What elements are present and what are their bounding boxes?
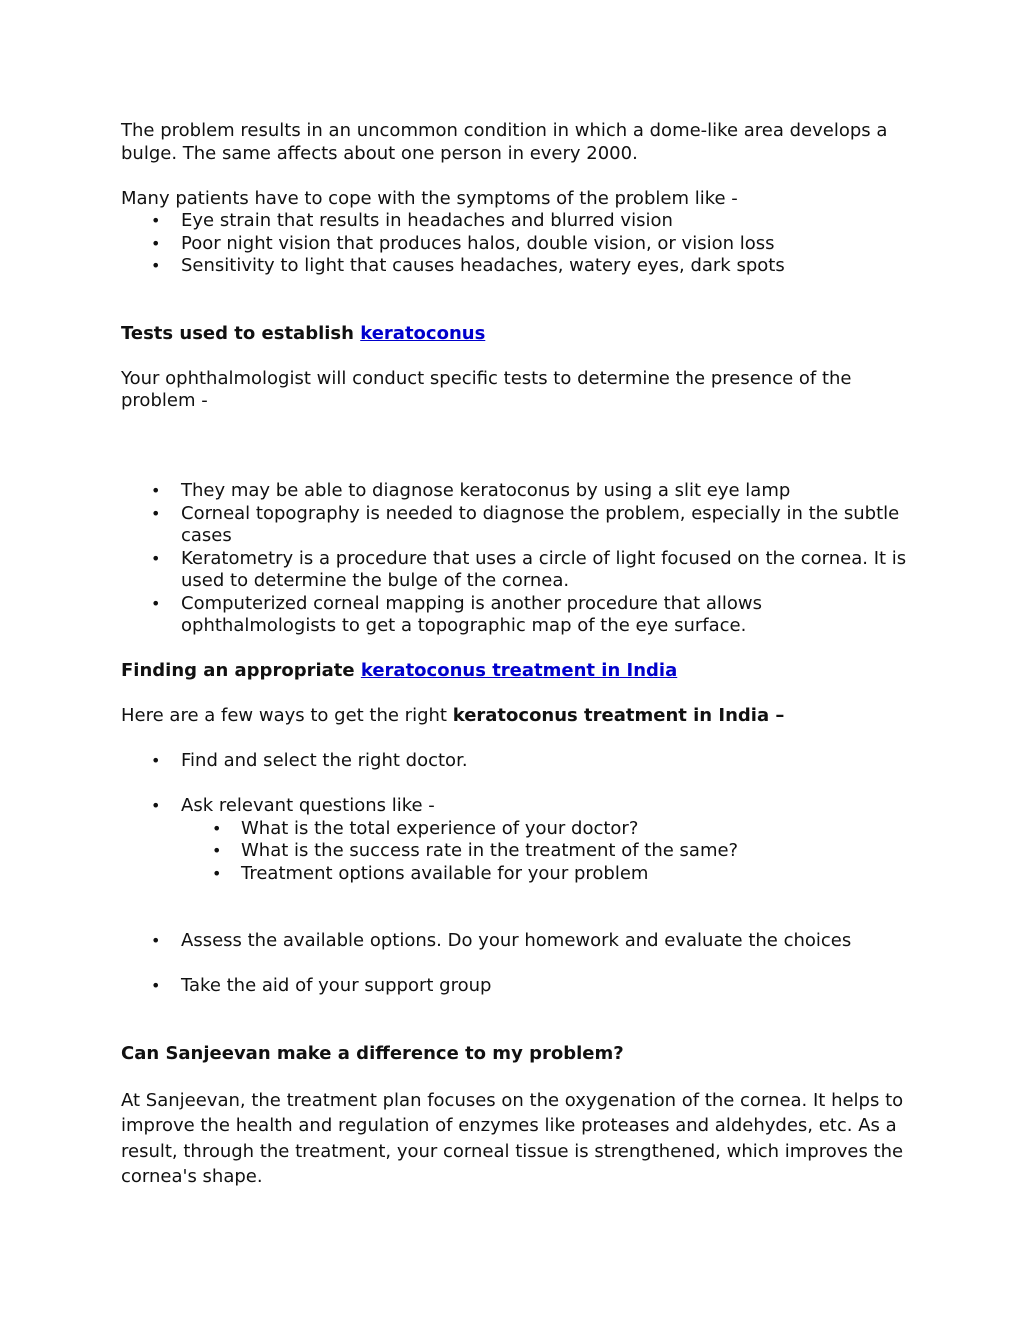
symptoms-list <box>121 210 911 278</box>
list-item: • Assess the available options. Do your homework and evaluate the choices <box>121 930 911 953</box>
spacer <box>121 278 911 323</box>
spacer <box>121 953 911 976</box>
keratoconus-treatment-link[interactable]: keratoconus treatment in India <box>360 660 678 681</box>
treatment-lead-bold: keratoconus treatment in India – <box>452 705 785 726</box>
spacer <box>121 345 911 368</box>
spacer <box>121 885 911 930</box>
keratoconus-link[interactable]: keratoconus <box>360 322 486 344</box>
intro-paragraph: The problem results in an uncommon condition in which a dome-like area develops a bulge. The same affects about one person in every 2000. <box>121 120 888 164</box>
treatment-list-support <box>121 975 911 998</box>
treatment-lead-text: Here are a few ways to get the right <box>121 705 453 726</box>
treatment-lead <box>121 705 911 728</box>
list-item: • Find and select the right doctor. <box>121 750 911 773</box>
list-item: • Corneal topography is needed to diagnose the problem, especially in the subtle cases <box>121 503 911 548</box>
list-item: • Sensitivity to light that causes headaches, watery eyes, dark spots <box>121 255 911 278</box>
tests-heading-text: Tests used to establish <box>121 322 361 344</box>
list-item: • What is the total experience of your doctor? <box>121 818 911 841</box>
tests-heading <box>121 323 911 346</box>
list-item: • Take the aid of your support group <box>121 975 911 998</box>
questions-list <box>121 818 911 886</box>
list-item: • Treatment options available for your problem <box>121 863 911 886</box>
spacer <box>121 773 911 796</box>
treatment-list-find <box>121 750 911 773</box>
treatment-heading <box>121 660 911 683</box>
list-item: • Computerized corneal mapping is another procedure that allows ophthalmologists to get a topographic map of the eye surface. <box>121 593 911 638</box>
list-item: • What is the success rate in the treatment of the same? <box>121 840 911 863</box>
list-item: • Ask relevant questions like - <box>121 795 911 818</box>
list-item: • Eye strain that results in headaches and blurred vision <box>121 210 911 233</box>
spacer <box>121 683 911 706</box>
treatment-heading-text: Finding an appropriate <box>121 660 361 681</box>
spacer <box>121 413 911 481</box>
list-item: • They may be able to diagnose keratoconus by using a slit eye lamp <box>121 480 911 503</box>
sanjeevan-heading: Can Sanjeevan make a difference to my problem? <box>121 1042 624 1064</box>
document-page <box>121 120 911 1190</box>
tests-lead: Your ophthalmologist will conduct specific tests to determine the presence of the problem - <box>121 367 852 411</box>
spacer <box>121 998 911 1043</box>
sanjeevan-section <box>121 1088 911 1190</box>
spacer <box>121 1065 911 1088</box>
sanjeevan-paragraph: At Sanjeevan, the treatment plan focuses on the oxygenation of the cornea. It helps to improve the health and regulation of enzymes like proteases and aldehydes, etc. As a result, through the treatment, your corneal tissue is strengthened, which improves the cornea's shape. <box>121 1089 904 1187</box>
treatment-list-ask <box>121 795 911 818</box>
tests-list <box>121 480 911 638</box>
spacer <box>121 638 911 661</box>
list-item: • Poor night vision that produces halos, double vision, or vision loss <box>121 233 911 256</box>
list-item: • Keratometry is a procedure that uses a circle of light focused on the cornea. It is used to determine the bulge of the cornea. <box>121 548 911 593</box>
spacer <box>121 728 911 751</box>
treatment-list-assess <box>121 930 911 953</box>
spacer <box>121 165 911 188</box>
symptoms-lead: Many patients have to cope with the symptoms of the problem like - <box>121 187 738 209</box>
